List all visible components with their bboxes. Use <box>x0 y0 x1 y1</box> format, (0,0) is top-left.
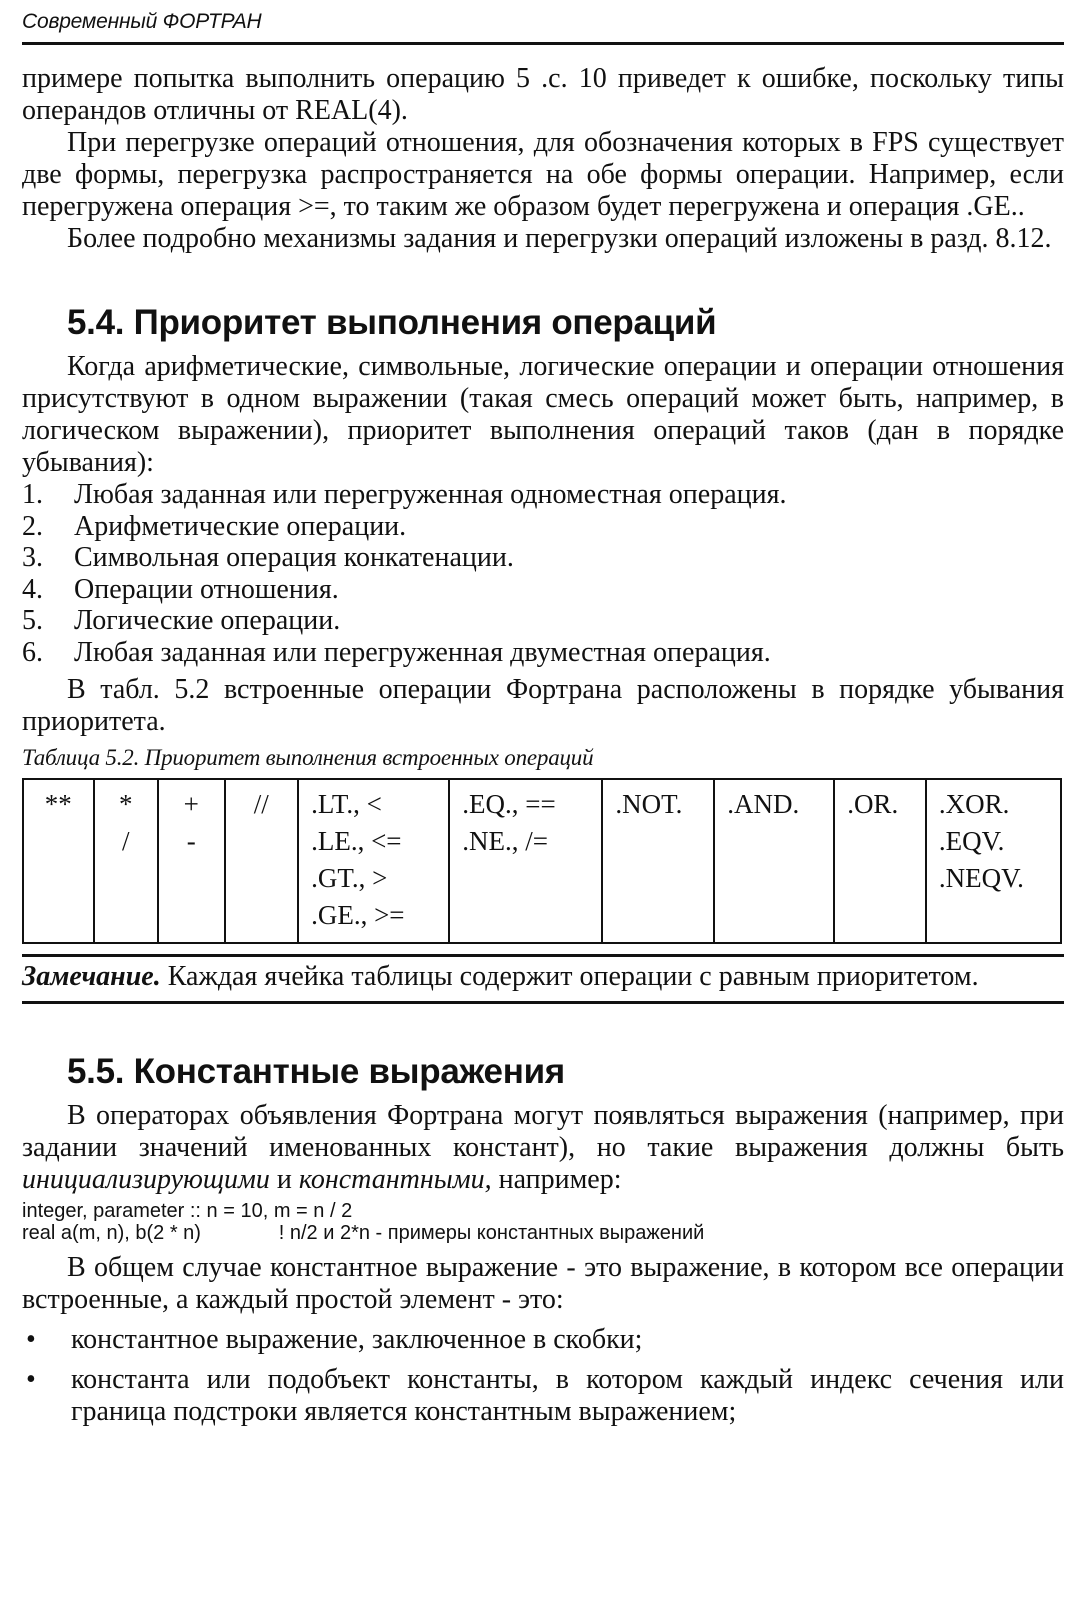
operator: // <box>253 789 269 819</box>
table-cell <box>714 779 834 943</box>
operator: .NE., /= <box>462 826 548 856</box>
intro-emphasis-2: константными, <box>298 1164 492 1195</box>
operator: * <box>119 789 133 819</box>
section-heading-5-4: 5.4. Приоритет выполнения операций <box>67 303 717 342</box>
list-item-number: 1. <box>22 479 43 510</box>
operator: .LE., <= <box>311 826 402 856</box>
operator: - <box>186 826 196 856</box>
paragraph-intro-3: Более подробно механизмы задания и перегрузки операций изложены в разд. 8.12. <box>67 223 1052 254</box>
list-item <box>22 637 1064 669</box>
note-box <box>22 954 1064 1004</box>
table-caption: Таблица 5.2. Приоритет выполнения встроенных операций <box>22 745 594 770</box>
list-item-text: Любая заданная или перегруженная двуместная операция. <box>74 636 771 668</box>
operator: .NEQV. <box>938 863 1024 893</box>
operator: .EQV. <box>938 826 1005 856</box>
priority-list <box>22 479 1064 668</box>
section-5-5-intro <box>22 1100 1064 1196</box>
operator: ** <box>44 789 72 819</box>
document-page <box>22 0 1064 1601</box>
operator: .XOR. <box>938 789 1010 819</box>
table-cell <box>298 779 449 943</box>
code-example <box>22 1200 1064 1244</box>
operator: / <box>122 826 130 856</box>
bullet-icon: • <box>26 1324 36 1355</box>
table-cell <box>834 779 926 943</box>
operator: .AND. <box>727 789 800 819</box>
list-item-text: Любая заданная или перегруженная одноместная операция. <box>74 479 787 510</box>
table-cell <box>926 779 1061 943</box>
list-item-number: 3. <box>22 542 43 573</box>
section-heading-5-5: 5.5. Константные выражения <box>67 1052 565 1091</box>
list-item-text: Символьная операция конкатенации. <box>74 542 514 573</box>
note-label: Замечание. <box>22 961 161 992</box>
table-row <box>23 779 1061 943</box>
paragraph-intro-1: примере попытка выполнить операцию 5 .с. 10 приведет к ошибке, поскольку типы операндов отличны от REAL(4). <box>22 63 1064 126</box>
operator: + <box>183 789 199 819</box>
table-cell <box>158 779 225 943</box>
list-item <box>22 479 1064 511</box>
list-item-number: 5. <box>22 605 43 636</box>
bullet-icon: • <box>26 1364 36 1395</box>
section-5-4-intro: Когда арифметические, символьные, логические операции и операции отношения присутствуют в одном выражении (такая смесь операций может быть, например, в логическом выражении), приоритет выполнения операций таков (дан в порядке убывания): <box>22 351 1064 478</box>
note-text: Каждая ячейка таблицы содержит операции с равным приоритетом. <box>160 961 979 992</box>
note-paragraph <box>22 961 1064 993</box>
paragraph-table-ref: В табл. 5.2 встроенные операции Фортрана расположены в порядке убывания приоритета. <box>22 674 1064 737</box>
list-item <box>22 542 1064 574</box>
list-item-text: Операции отношения. <box>74 573 339 605</box>
operator: .OR. <box>847 789 899 819</box>
list-item-text: Логические операции. <box>74 605 341 636</box>
bullet-item <box>22 1324 1064 1356</box>
operator: .EQ., == <box>462 789 556 819</box>
table-cell <box>94 779 158 943</box>
code-line: integer, parameter :: n = 10, m = n / 2 <box>22 1200 353 1222</box>
code-line: real a(m, n), b(2 * n) ! n/2 и 2*n - примеры константных выражений <box>22 1222 705 1244</box>
table-cell <box>602 779 714 943</box>
intro-emphasis-1: инициализирующими <box>22 1164 270 1195</box>
operator: .NOT. <box>615 789 683 819</box>
bullet-item <box>22 1364 1064 1428</box>
list-item-number: 4. <box>22 573 43 605</box>
running-head: Современный ФОРТРАН <box>22 0 1064 45</box>
list-item-number: 6. <box>22 636 43 668</box>
list-item <box>22 511 1064 543</box>
bullet-text: константа или подобъект константы, в котором каждый индекс сечения или граница подстроки является константным выражением; <box>71 1364 1064 1427</box>
paragraph-intro-2: При перегрузке операций отношения, для обозначения которых в FPS существует две формы, перегрузка распространяется на обе формы операции. Например, если перегружена операция >=, то таким же образом будет перегружена и операция .GE.. <box>22 127 1064 222</box>
intro-text-c: например: <box>491 1164 622 1195</box>
bullet-text: константное выражение, заключенное в скобки; <box>71 1324 643 1355</box>
table-cell <box>225 779 299 943</box>
priority-table <box>22 778 1062 944</box>
table-cell <box>23 779 94 943</box>
operator: .GT., > <box>311 863 388 893</box>
list-item-text: Арифметические операции. <box>74 510 407 542</box>
list-item <box>22 574 1064 606</box>
operator: .LT., < <box>311 789 382 819</box>
table-cell <box>449 779 602 943</box>
bullet-list <box>22 1324 1064 1428</box>
list-item-number: 2. <box>22 510 43 542</box>
intro-text-a: В операторах объявления Фортрана могут появляться выражения (например, при задании значений именованных констант), но такие выражения должны быть <box>22 1100 1064 1163</box>
operator: .GE., >= <box>311 900 405 930</box>
paragraph-general: В общем случае константное выражение - это выражение, в котором все операции встроенные, а каждый простой элемент - это: <box>22 1252 1064 1315</box>
list-item <box>22 605 1064 637</box>
intro-text-b: и <box>269 1164 299 1195</box>
